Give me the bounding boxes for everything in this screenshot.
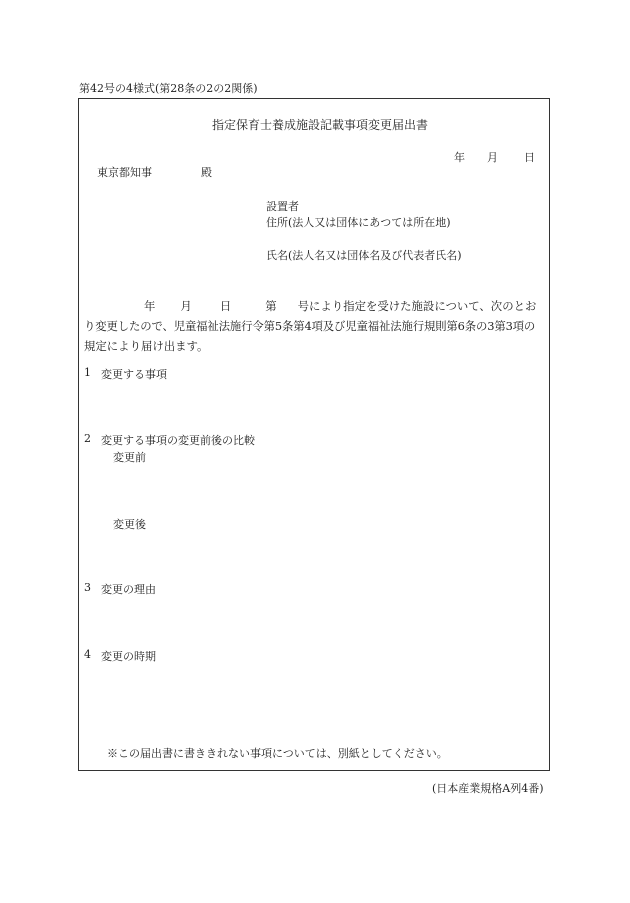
declaration-line-2: り変更したので、児童福祉法施行令第5条第4項及び児童福祉法施行規則第6条の3第3項の <box>84 319 536 333</box>
applicant-label: 設置者 <box>266 200 299 213</box>
date-month: 月 <box>487 151 498 164</box>
recipient-honorific: 殿 <box>201 166 212 179</box>
date-year: 年 <box>454 151 465 164</box>
body-day: 日 <box>219 299 232 313</box>
body-month: 月 <box>180 299 192 313</box>
declaration-line-1 <box>84 296 546 316</box>
section-2-label: 変更する事項の変更前後の比較 <box>101 434 255 447</box>
note: ※この届出書に書ききれない事項については、別紙としてください。 <box>107 747 448 760</box>
body-line1-rest: 号により指定を受けた施設について、次のとお <box>297 299 537 313</box>
section-3-num: 3 <box>84 581 91 594</box>
body-dai: 第 <box>265 299 277 313</box>
paper-standard: (日本産業規格A列4番) <box>432 782 544 795</box>
section-1-label: 変更する事項 <box>101 368 167 381</box>
address-label: 住所(法人又は団体にあつては所在地) <box>266 216 451 229</box>
declaration-line-3: 規定により届け出ます。 <box>84 339 209 353</box>
section-2-num: 2 <box>84 432 91 445</box>
section-4-label: 変更の時期 <box>101 650 156 663</box>
form-title: 指定保育士養成施設記載事項変更届出書 <box>212 118 429 132</box>
form-number: 第42号の4様式(第28条の2の2関係) <box>79 82 258 95</box>
after-label: 変更後 <box>113 518 146 531</box>
section-4-num: 4 <box>84 648 91 661</box>
recipient-name: 東京都知事 <box>97 166 152 179</box>
section-3-label: 変更の理由 <box>101 583 156 596</box>
section-1-num: 1 <box>84 366 91 379</box>
before-label: 変更前 <box>113 451 146 464</box>
name-label: 氏名(法人名又は団体名及び代表者氏名) <box>266 249 462 262</box>
body-year: 年 <box>144 299 156 313</box>
date-day: 日 <box>524 151 535 164</box>
declaration-paragraph <box>84 296 546 356</box>
